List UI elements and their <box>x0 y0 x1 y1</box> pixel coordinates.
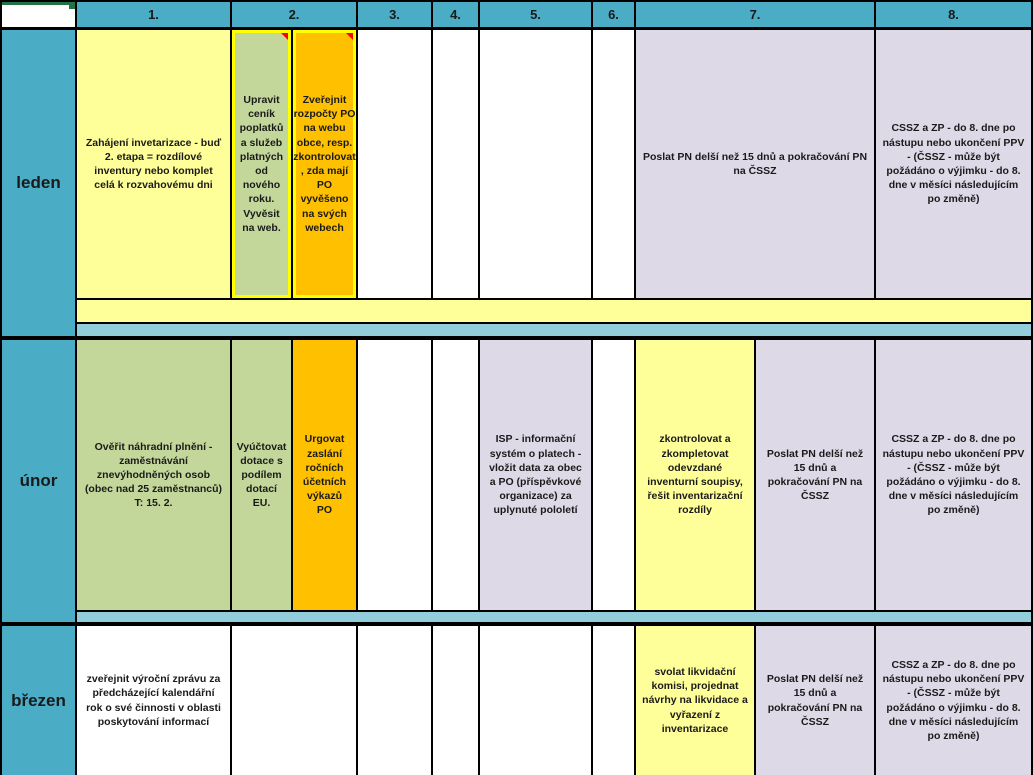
cell-unor-col7a[interactable] <box>636 340 756 612</box>
column-header-4[interactable] <box>433 0 480 30</box>
column-header-label: 3. <box>389 7 400 22</box>
cell-text: zveřejnit výroční zprávu za předcházející kalendářní rok o své činnosti v oblasti poskytování informací <box>86 673 221 728</box>
cell-text: Upravit ceník poplatků a služeb platných od nového roku. Vyvěsit na web. <box>239 94 284 234</box>
column-header-label: 4. <box>450 7 461 22</box>
cell-text: Poslat PN delší než 15 dnů a pokračování PN na ČSSZ <box>766 447 864 503</box>
cell-text: zkontrolovat a zkompletovat odevzdané inventurní soupisy, řešit inventarizační rozdíly <box>647 433 743 517</box>
selection-mark-bar <box>2 2 75 5</box>
cell-leden-col1[interactable] <box>77 30 232 300</box>
cell-unor-col1[interactable] <box>77 340 232 612</box>
comment-indicator-icon <box>281 33 288 40</box>
row-header-unor[interactable] <box>0 340 77 626</box>
cell-brezen-col7b[interactable] <box>756 626 876 775</box>
cell-unor-col3[interactable] <box>358 340 433 612</box>
column-header-5[interactable] <box>480 0 593 30</box>
column-header-8[interactable] <box>876 0 1033 30</box>
cell-leden-col2b[interactable] <box>293 30 358 300</box>
cell-leden-col2a[interactable] <box>232 30 293 300</box>
strip-leden-yellow[interactable] <box>77 300 1033 324</box>
cell-brezen-col7a[interactable] <box>636 626 756 775</box>
cell-leden-col3[interactable] <box>358 30 433 300</box>
column-header-label: 2. <box>288 7 300 22</box>
column-header-label: 7. <box>749 7 761 22</box>
month-label: březen <box>11 690 66 710</box>
cell-brezen-col8[interactable] <box>876 626 1033 775</box>
cell-text: Ověřit náhradní plnění - zaměstnávání znevýhodněných osob (obec nad 25 zaměstnanců) T: 15. 2. <box>84 440 223 510</box>
column-header-3[interactable] <box>358 0 433 30</box>
cell-unor-col2b[interactable] <box>293 340 358 612</box>
column-header-1[interactable] <box>77 0 232 30</box>
month-label: únor <box>19 471 58 490</box>
cell-text: ISP - informační systém o platech - vložit data za obec a PO (příspěvkové organizace) za uplynuté pololetí <box>489 433 582 517</box>
column-header-7[interactable] <box>636 0 876 30</box>
row-header-leden[interactable] <box>0 30 77 340</box>
corner-cell[interactable] <box>0 0 77 30</box>
cell-text: Poslat PN delší než 15 dnů a pokračování PN na ČSSZ <box>642 150 868 177</box>
cell-text: Zahájení invetarizace - buď 2. etapa = rozdílové inventury nebo komplet celá k rozvahovému dni <box>85 136 222 192</box>
cell-leden-col8[interactable] <box>876 30 1033 300</box>
column-header-label: 8. <box>948 7 959 22</box>
cell-leden-col5[interactable] <box>480 30 593 300</box>
cell-unor-col5[interactable] <box>480 340 593 612</box>
cell-unor-col6[interactable] <box>593 340 636 612</box>
cell-brezen-col1[interactable] <box>77 626 232 775</box>
cell-text: svolat likvidační komisi, projednat návrhy na likvidace a vyřazení z inventarizace <box>642 666 748 735</box>
cell-text: CSSZ a ZP - do 8. dne po nástupu nebo ukončení PPV - (ČSSZ - může být požádáno o výjimku - do 8. dne v měsíci následujícím po změně) <box>882 122 1025 206</box>
cell-text: Zveřejnit rozpočty PO na webu obce, resp. zkontrolovat , zda mají PO vyvěšeno na svých webech <box>293 94 356 234</box>
cell-text: CSSZ a ZP - do 8. dne po nástupu nebo ukončení PPV - (ČSSZ - může být požádáno o výjimku - do 8. dne v měsíci následujícím po změně) <box>882 433 1025 517</box>
cell-brezen-col3[interactable] <box>358 626 433 775</box>
cell-leden-col4[interactable] <box>433 30 480 300</box>
column-header-2[interactable] <box>232 0 358 30</box>
cell-unor-col4[interactable] <box>433 340 480 612</box>
cell-brezen-col6[interactable] <box>593 626 636 775</box>
cell-text: CSSZ a ZP - do 8. dne po nástupu nebo ukončení PPV - (ČSSZ - může být požádáno o výjimku - do 8. dne v měsíci následujícím po změně) <box>882 658 1025 742</box>
cell-unor-col7b[interactable] <box>756 340 876 612</box>
cell-text: Vyúčtovat dotace s podílem dotací EU. <box>236 440 287 510</box>
month-label: leden <box>16 173 61 192</box>
strip-leden-blue[interactable] <box>77 324 1033 340</box>
column-header-label: 6. <box>608 7 619 22</box>
comment-indicator-icon <box>346 33 353 40</box>
cell-text: Urgovat zaslání ročních účetních výkazů PO <box>302 433 347 517</box>
cell-unor-col2a[interactable] <box>232 340 293 612</box>
cell-unor-col8[interactable] <box>876 340 1033 612</box>
cell-brezen-col4[interactable] <box>433 626 480 775</box>
column-header-6[interactable] <box>593 0 636 30</box>
strip-unor-blue[interactable] <box>77 612 1033 626</box>
cell-brezen-col2[interactable] <box>232 626 358 775</box>
cell-text: Poslat PN delší než 15 dnů a pokračování PN na ČSSZ <box>766 673 864 728</box>
column-header-label: 1. <box>148 7 159 22</box>
cell-leden-col7[interactable] <box>636 30 876 300</box>
cell-leden-col6[interactable] <box>593 30 636 300</box>
row-header-brezen[interactable] <box>0 626 77 775</box>
column-header-label: 5. <box>530 7 541 22</box>
selection-mark-nub <box>69 2 75 9</box>
cell-brezen-col5[interactable] <box>480 626 593 775</box>
